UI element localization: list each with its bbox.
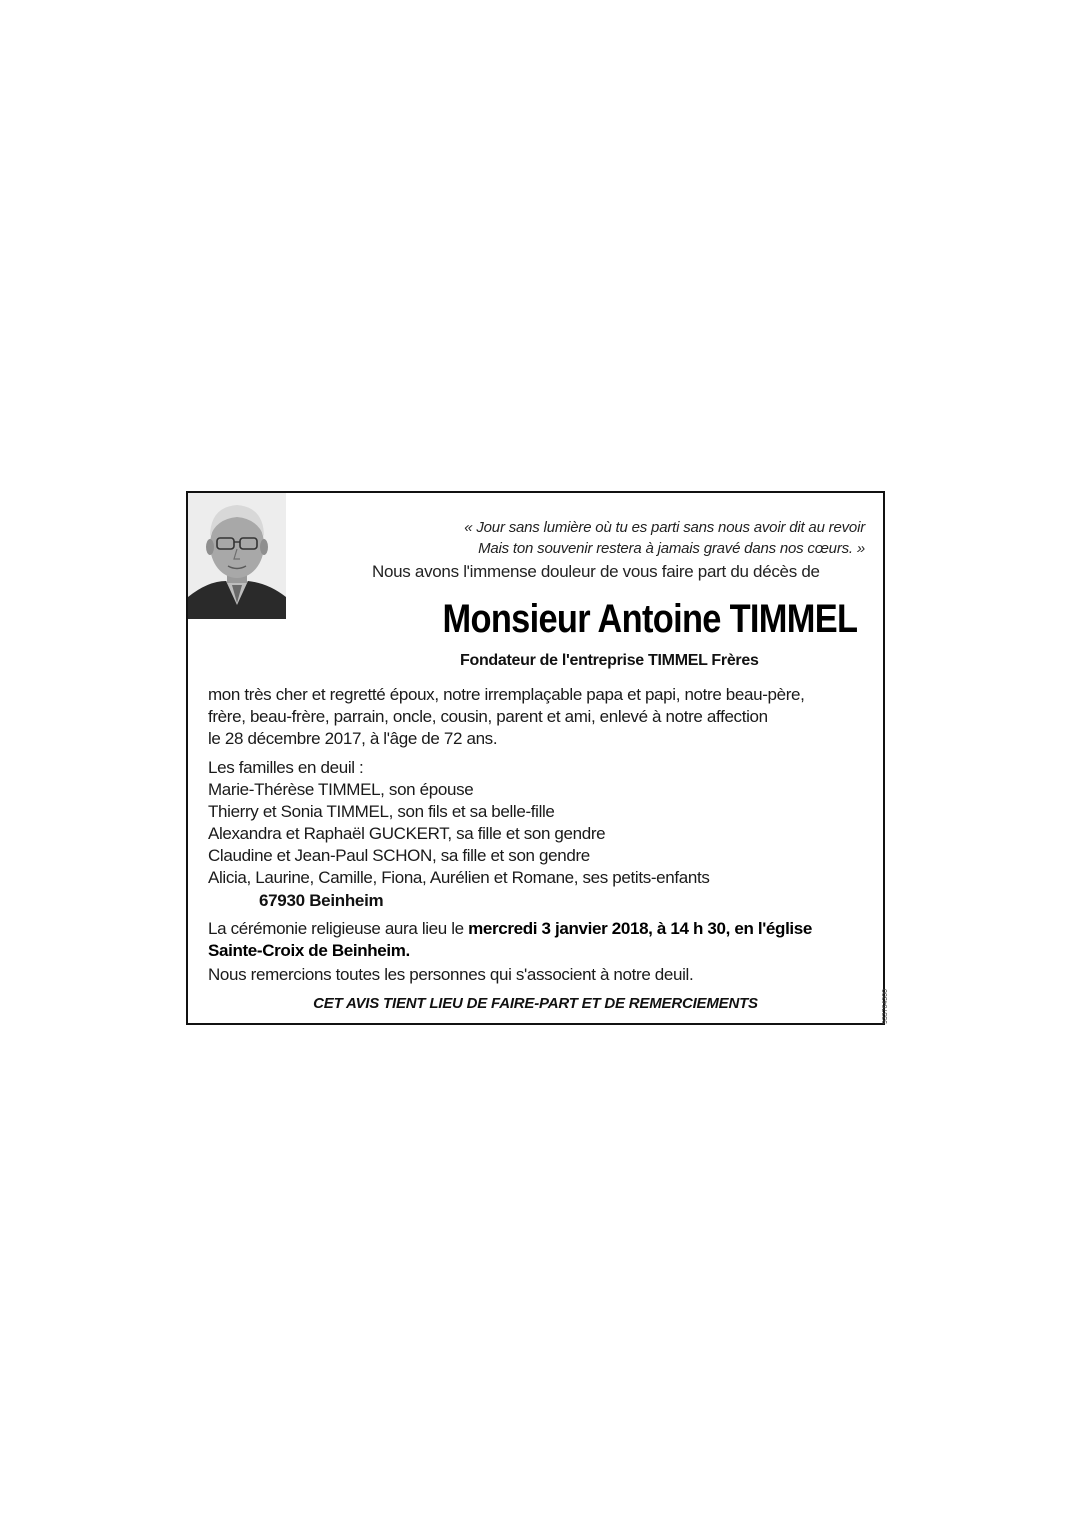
family-member: Claudine et Jean-Paul SCHON, sa fille et son gendre [208,846,590,865]
family-member: Alexandra et Raphaël GUCKERT, sa fille et son gendre [208,824,606,843]
deceased-title: Fondateur de l'entreprise TIMMEL Frères [460,652,759,669]
postal-location: 67930 Beinheim [259,891,384,910]
reference-number: 933764300 [882,989,889,1025]
family-member: Thierry et Sonia TIMMEL, son fils et sa belle-fille [208,802,555,821]
quote-line-1: « Jour sans lumière où tu es parti sans nous avoir dit au revoir [464,519,865,536]
obituary-notice [186,491,889,1025]
quote-line-2: Mais ton souvenir restera à jamais gravé dans nos cœurs. » [478,540,865,557]
notice-footer: CET AVIS TIENT LIEU DE FAIRE-PART ET DE REMERCIEMENTS [313,995,758,1012]
ceremony-line-2 [208,940,868,962]
family-member: Alicia, Laurine, Camille, Fiona, Aurélien et Romane, ses petits-enfants [208,868,710,887]
tribute-text [208,684,868,750]
ceremony-details [208,918,868,962]
thanks-text: Nous remercions toutes les personnes qui s'associent à notre deuil. [208,965,694,984]
ceremony-prefix: La cérémonie religieuse aura lieu le [208,919,469,938]
tribute-line: frère, beau-frère, parrain, oncle, cousin, parent et ami, enlevé à notre affection [208,707,768,726]
ceremony-line-1 [208,918,868,940]
tribute-line: mon très cher et regretté époux, notre irremplaçable papa et papi, notre beau-père, [208,685,805,704]
memorial-quote [464,517,865,559]
portrait-photo [188,493,286,619]
deceased-name: Monsieur Antoine TIMMEL [442,597,857,641]
family-member: Marie-Thérèse TIMMEL, son épouse [208,780,474,799]
families-heading: Les familles en deuil : [208,758,364,777]
ceremony-church: Sainte-Croix de Beinheim. [208,941,410,960]
mourning-families [208,757,709,889]
tribute-line: le 28 décembre 2017, à l'âge de 72 ans. [208,729,498,748]
ceremony-date: mercredi 3 janvier 2018, à 14 h 30, en l'église [468,919,813,938]
announcement-intro: Nous avons l'immense douleur de vous faire part du décès de [372,562,820,581]
